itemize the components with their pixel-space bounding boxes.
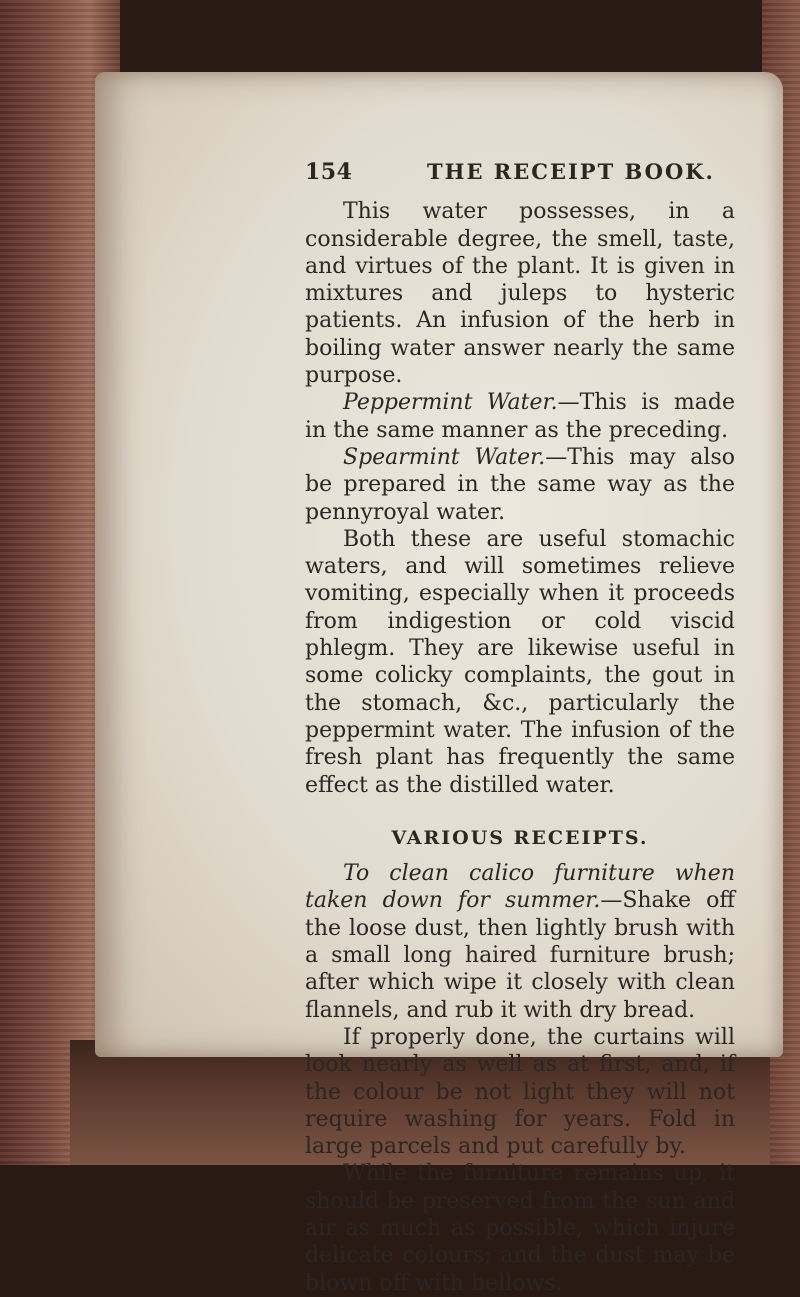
recipe-body-peppermint: —This is made in the same manner as the preceding. xyxy=(305,390,735,443)
paragraph-curtains: If properly done, the curtains will look nearly as well as at first, and, if the colour be not light they will not require washing for years. Fold in large parcels and put carefully by. xyxy=(305,1024,735,1160)
recipe-title-spearmint: Spearmint Water. xyxy=(343,444,546,470)
section-heading: VARIOUS RECEIPTS. xyxy=(391,826,649,849)
paragraph-stomachic-waters: Both these are useful stomachic waters, and will sometimes relieve vomiting, especially when it proceeds from indigestion or cold viscid phlegm. They are likewise useful in some colicky complaints, the gout in the stomach, &c., particularly the peppermint water. The infusion of the fresh plant has frequently the same effect as the distilled water. xyxy=(305,526,735,798)
recipe-title-peppermint: Peppermint Water. xyxy=(343,390,558,416)
paragraph-furniture-preservation: While the furniture remains up, it should be preserved from the sun and air as much as possible, which injure delicate colours; and the dust may be blown off with bellows. xyxy=(305,1161,735,1296)
paragraph-peppermint-water xyxy=(305,389,735,444)
running-title: THE RECEIPT BOOK. xyxy=(427,159,715,184)
paragraph-water-virtues: This water possesses, in a considerable degree, the smell, taste, and virtues of the plant. It is given in mixtures and juleps to hysteric patients. An infusion of the herb in boiling water answer nearly the same purpose. xyxy=(305,199,735,389)
paragraph-calico-furniture xyxy=(305,860,735,1024)
recipe-body-calico: —Shake off the loose dust, then lightly brush with a small long haired furniture brush; after which wipe it closely with clean flannels, and rub it with dry bread. xyxy=(305,888,735,1023)
recipe-body-spearmint: —This may also be prepared in the same way as the pennyroyal water. xyxy=(305,444,735,525)
page-number: 154 xyxy=(305,159,353,185)
paragraph-spearmint-water xyxy=(305,444,735,526)
running-header xyxy=(305,158,735,186)
recipe-title-calico: To clean calico furniture when taken down for summer. xyxy=(305,861,735,914)
page-text-column xyxy=(305,158,735,1297)
